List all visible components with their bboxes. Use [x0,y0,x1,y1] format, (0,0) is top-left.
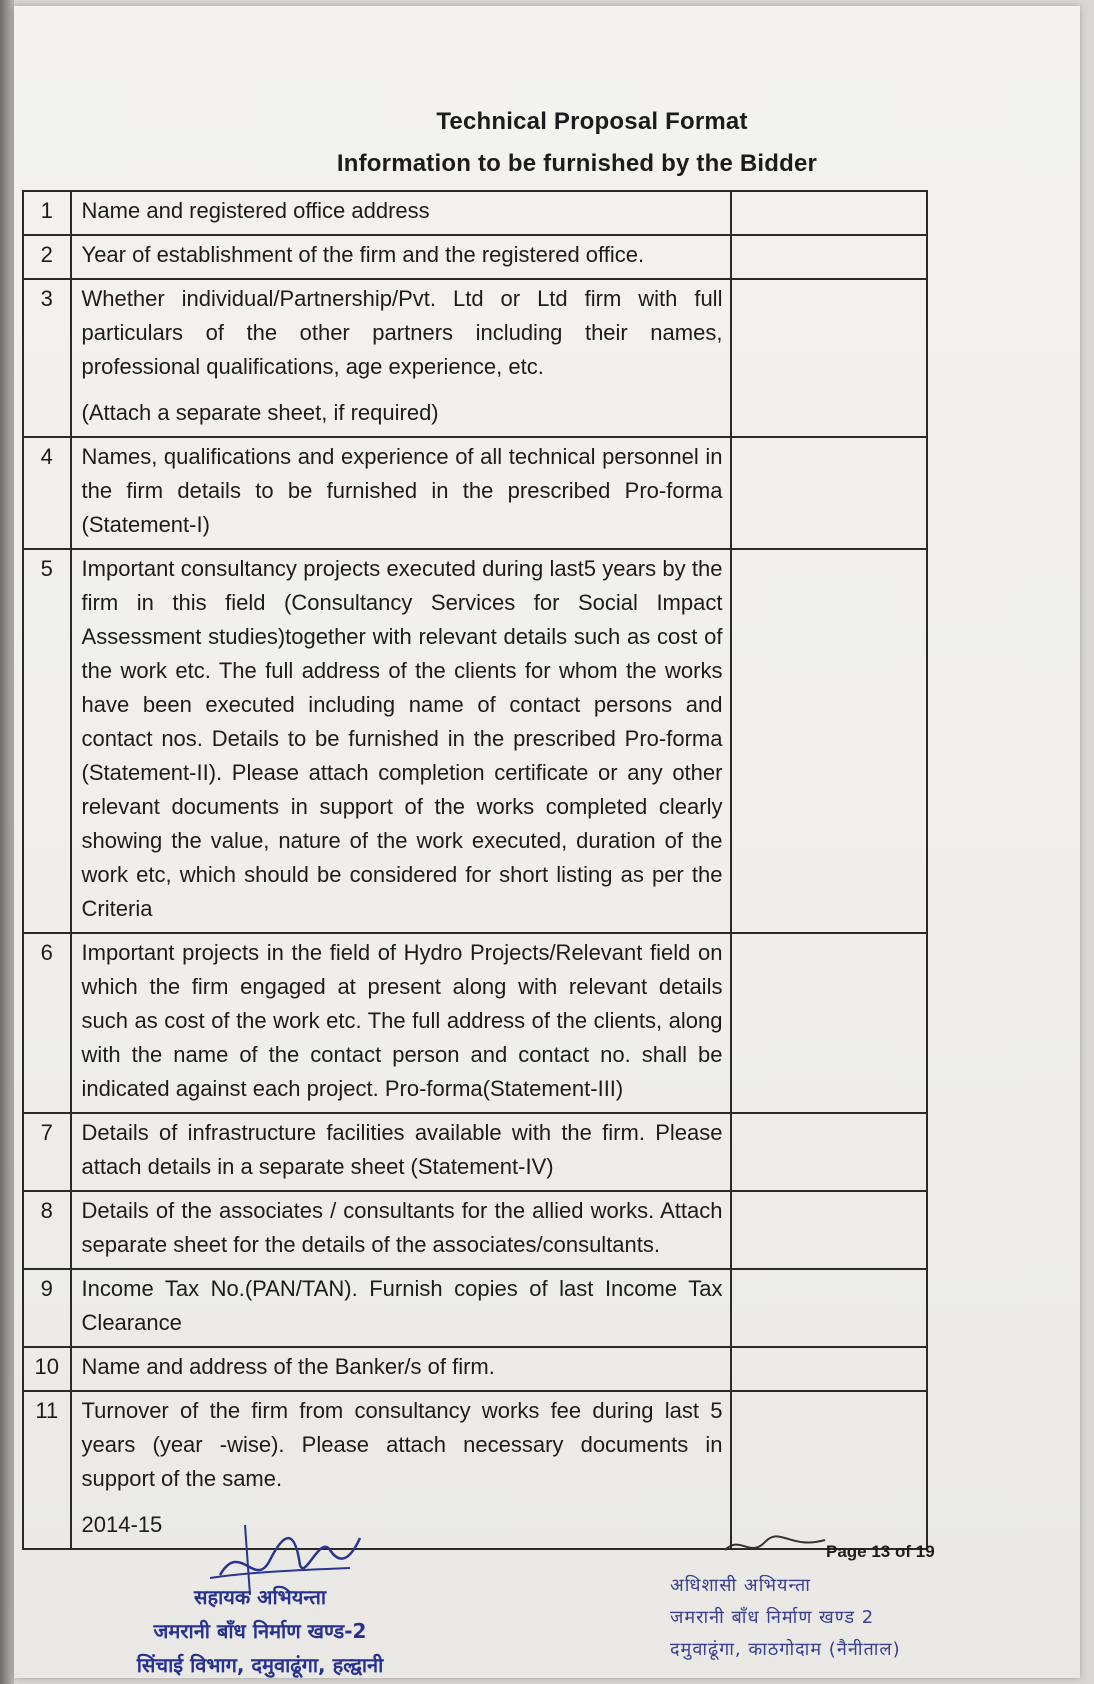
table-row [23,235,927,279]
description-text: Details of infrastructure facilities available with the firm. Please attach details in a separate sheet (Statement-IV) [81,1120,723,1179]
description-text: Important projects in the field of Hydro Projects/Relevant field on which the firm engaged at present along with relevant details such as cost of the work etc. The full address of the clients, along with the name of the contact person and contact no. shall be indicated against each project. Pro-forma(Statement-III) [81,940,723,1101]
page-edge-shadow [0,0,14,1684]
description-text: Details of the associates / consultants for the allied works. Attach separate sheet for the details of the associates/consultants. [81,1198,723,1257]
row-number: 10 [23,1347,71,1391]
document-subtitle: Information to be furnished by the Bidder [336,150,818,177]
row-description [71,1391,732,1549]
row-description [71,279,732,437]
response-cell [731,1113,927,1191]
row-number: 5 [23,549,71,933]
response-cell [731,1391,927,1549]
seal-left-line-3: सिंचाई विभाग, दमुवाढूंगा, हल्द्वानी [136,1653,384,1677]
row-number: 2 [23,235,71,279]
table-row [23,437,927,549]
bidder-information-table [22,190,928,1550]
response-cell [731,1191,927,1269]
row-description [71,1347,732,1391]
row-number: 6 [23,933,71,1113]
response-cell [731,191,927,235]
row-description [71,1113,732,1191]
table-row [23,279,927,437]
description-text: (Attach a separate sheet, if required) [81,400,439,425]
description-text: Income Tax No.(PAN/TAN). Furnish copies of last Income Tax Clearance [81,1276,723,1335]
response-cell [731,549,927,933]
seal-right-line-2: जमरानी बाँध निर्माण खण्ड 2 [670,1607,875,1628]
description-text: Name and registered office address [81,198,430,223]
description-text: Names, qualifications and experience of all technical personnel in the firm details to be furnished in the prescribed Pro-forma (Statement-I) [81,444,723,537]
table-row [23,933,927,1113]
table-row [23,1391,927,1549]
row-description [71,1191,732,1269]
page-number: Page 13 of 19 [826,1542,935,1561]
row-description [71,191,732,235]
description-text: Important consultancy projects executed during last5 years by the firm in this field (Consultancy Services for Social Impact Assessment studies)together with relevant details such as cost of the work etc. The full address of the clients for whom the works have been executed including name of contact persons and contact nos. Details to be furnished in the prescribed Pro-forma (Statement-II). Please attach completion certificate or any other relevant documents in support of the works completed clearly showing the value, nature of the work executed, duration of the work etc, which should be considered for short listing as per the Criteria [81,556,723,921]
table-row [23,1347,927,1391]
table-row [23,1191,927,1269]
row-number: 1 [23,191,71,235]
row-description [71,1269,732,1347]
table-row [23,1113,927,1191]
seal-left-line-1: सहायक अभियन्ता [193,1585,327,1609]
row-number: 7 [23,1113,71,1191]
description-text: Whether individual/Partnership/Pvt. Ltd or Ltd firm with full particulars of the other partners including their names, professional qualifications, age experience, etc. [81,286,723,379]
signature-right-seal [670,1570,990,1666]
response-cell [731,1347,927,1391]
signature-right [720,1530,830,1560]
row-description [71,437,732,549]
row-number: 4 [23,437,71,549]
response-cell [731,279,927,437]
table-row [23,191,927,235]
description-text: Turnover of the firm from consultancy works fee during last 5 years (year -wise). Please attach necessary documents in support of the same. [81,1398,723,1491]
table-row [23,549,927,933]
document-title: Technical Proposal Format [436,108,748,135]
seal-right-line-3: दमुवाढूंगा, काठगोदाम (नैनीताल) [670,1639,901,1660]
row-description [71,933,732,1113]
seal-left-line-2: जमरानी बाँध निर्माण खण्ड-2 [153,1619,367,1643]
response-cell [731,1269,927,1347]
row-description [71,549,732,933]
row-number: 9 [23,1269,71,1347]
description-text: Name and address of the Banker/s of firm. [81,1354,495,1379]
seal-right-line-1: अधिशासी अभियन्ता [670,1575,811,1596]
description-text: Year of establishment of the firm and the registered office. [81,242,645,267]
signature-left-seal [110,1580,410,1682]
response-cell [731,933,927,1113]
row-description [71,235,732,279]
row-number: 8 [23,1191,71,1269]
response-cell [731,437,927,549]
row-number: 3 [23,279,71,437]
row-number: 11 [23,1391,71,1549]
response-cell [731,235,927,279]
table-row [23,1269,927,1347]
description-text: 2014-15 [81,1512,163,1537]
